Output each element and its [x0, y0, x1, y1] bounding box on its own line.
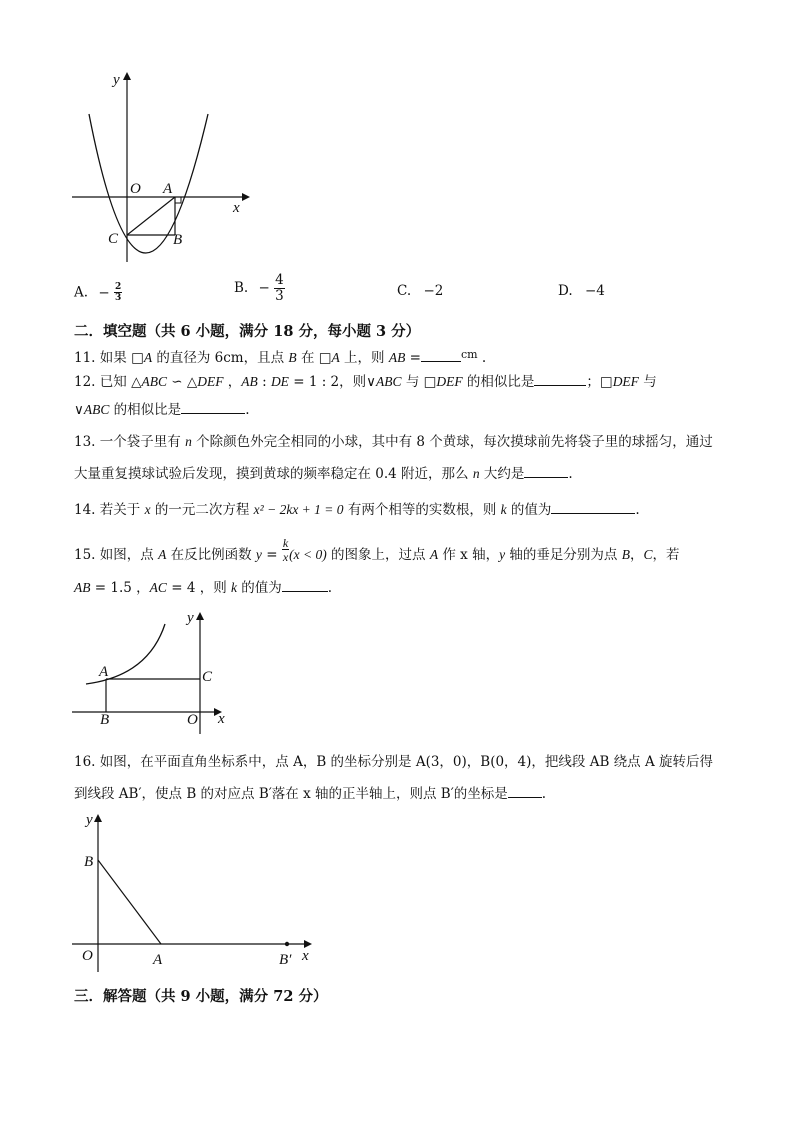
q12-ratio-right: DE [270, 374, 289, 389]
question-13-line-1 [74, 433, 713, 451]
q12-var-abc2: ABC [376, 374, 402, 389]
q14-answer-blank[interactable] [551, 501, 635, 514]
section3-title: 三．解答题（共 9 小题，满分 72 分） [74, 988, 328, 1005]
q15-var-ab: AB [74, 580, 91, 595]
q12-l2-text-2: 的相似比是 [109, 402, 182, 418]
q12-answer-blank-1[interactable] [534, 373, 586, 386]
q14-text-4: 的值为 [506, 502, 552, 518]
choice-b-fraction [274, 274, 285, 303]
q12-text-4: ，则∨ [339, 374, 377, 390]
q15-text-9: = 4 ，则 [166, 580, 231, 596]
q12-l2-text-1: ∨ [74, 402, 84, 418]
q15-text-1: 如图，点 [99, 547, 159, 563]
q15-text-2: 在反比例函数 [166, 547, 256, 563]
question-15-line-1 [74, 537, 679, 564]
question-13-line-2 [74, 465, 573, 483]
q12-text-1: 已知 △ [99, 374, 142, 390]
fig1-x-label: x [233, 200, 240, 216]
q12-answer-blank-2[interactable] [181, 401, 245, 414]
q11-text-2: 的直径为 6cm，且点 [152, 350, 289, 366]
q12-text-3: ， [223, 374, 242, 390]
fig3-a-label: A [153, 952, 163, 968]
q15-text-5: 轴的垂足分别为点 [505, 547, 622, 563]
q11-number: 11. [74, 350, 96, 366]
fig3-b-label: B [84, 854, 94, 870]
section2-title: 二．填空题（共 6 小题，满分 18 分，每小题 3 分） [74, 323, 421, 340]
question-15-line-2 [74, 579, 332, 597]
question-16-line-2 [74, 785, 546, 803]
q13-var-n: n [185, 434, 192, 449]
q12-text-6: 的相似比是 [462, 374, 535, 390]
fig3-x-label: x [302, 948, 309, 964]
choice-b-den: 3 [275, 287, 284, 304]
q12-var-abc: ABC [141, 374, 167, 389]
fig1-o-label: O [130, 181, 141, 197]
fig3-segment-ab [98, 860, 161, 944]
question-14 [74, 501, 640, 519]
q11-var-a: A [143, 350, 153, 365]
choice-b-sign: − [258, 280, 270, 296]
fig3-y-label: y [86, 812, 93, 828]
q15-var-a: A [158, 547, 167, 562]
q15-frac-k: k [282, 536, 289, 550]
fig2-y-axis-arrow [196, 612, 204, 620]
q11-text-5: = [405, 350, 421, 366]
question-11 [74, 346, 486, 367]
q14-var-k: k [500, 502, 507, 517]
figure-parabola [60, 62, 260, 267]
q15-condition: (x < 0) [289, 547, 327, 562]
fig3-point-b-prime [285, 942, 289, 946]
q15-end: . [327, 580, 333, 596]
q11-text-3: 在 □ [296, 350, 332, 366]
q15-text-3: 的图象上，过点 [326, 547, 430, 563]
fig3-o-label: O [82, 948, 93, 964]
figure-hyperbola [68, 606, 248, 736]
question-12-line-1 [74, 373, 657, 391]
hyperbola-curve [86, 624, 165, 684]
q12-text-5: 与 □ [401, 374, 437, 390]
q13-text-1: 一个袋子里有 [99, 434, 186, 450]
q12-text-8: 与 [638, 374, 657, 390]
q15-text-6: ， [629, 547, 644, 563]
q15-equals: = [261, 547, 282, 563]
q11-end: . [477, 350, 487, 366]
fig2-x-label: x [218, 711, 225, 727]
q12-number: 12. [74, 374, 96, 390]
q12-l2-end: . [245, 402, 250, 418]
fig1-a-label: A [163, 181, 173, 197]
choice-b-label: B. [234, 280, 249, 296]
fig1-c-label: C [108, 231, 119, 247]
q15-answer-blank[interactable] [282, 579, 328, 592]
q15-var-b: B [621, 547, 630, 562]
fig2-a-label: A [99, 664, 109, 680]
q15-var-yy: y [499, 547, 506, 562]
choice-d-value: −4 [584, 283, 605, 299]
q16-text-2: 到线段 AB′，使点 B 的对应点 B′落在 x 轴的正半轴上，则点 B′的坐标是 [74, 786, 508, 802]
q15-var-c: C [643, 547, 653, 562]
q15-text-10: 的值为 [237, 580, 282, 596]
q12-text-7: ；□ [586, 374, 613, 390]
q14-text-3: 有两个相等的实数根，则 [343, 502, 501, 518]
parabola-curve [89, 114, 208, 253]
q11-var-b: B [288, 350, 297, 365]
fig2-b-label: B [100, 712, 110, 728]
q13-number: 13. [74, 434, 96, 450]
choice-a-label: A. [74, 284, 89, 301]
q12-var-def: DEF [197, 374, 224, 389]
segment-ca [127, 197, 175, 235]
fig1-y-label: y [113, 72, 120, 88]
choice-d [558, 283, 605, 299]
q15-var-y: y [255, 547, 262, 562]
q11-var-a2: A [331, 350, 340, 365]
q11-var-ab: AB [388, 350, 406, 365]
choice-a-sign: − [98, 284, 110, 301]
q15-var-k2: k [231, 580, 237, 595]
q11-unit: cm [460, 348, 478, 361]
fig2-c-label: C [202, 669, 213, 685]
q13-var-n2: n [472, 466, 480, 481]
q16-text-1: 如图，在平面直角坐标系中，点 A，B 的坐标分别是 A(3，0)，B(0，4)，把线段 AB 绕点 A 旋转后得 [99, 754, 714, 770]
choice-c-label: C. [397, 283, 412, 299]
q12-var-abc3: ABC [83, 402, 110, 417]
q12-ratio-value: = 1 : 2 [288, 374, 340, 390]
choice-a-den: 3 [114, 293, 122, 303]
choice-c-value: −2 [423, 283, 444, 299]
right-angle-mark [175, 197, 181, 203]
q15-frac-x: x [282, 550, 289, 564]
q12-var-def3: DEF [612, 374, 639, 389]
q13-end: . [568, 466, 573, 482]
choice-c [397, 283, 443, 299]
q15-var-a2: A [429, 547, 439, 562]
q11-text-1: 如果 □ [99, 350, 144, 366]
question-16-line-1 [74, 753, 713, 771]
q14-var-x: x [144, 502, 151, 517]
q15-number: 15. [74, 547, 96, 563]
choice-a-fraction [114, 283, 122, 303]
q13-answer-blank[interactable] [524, 465, 568, 478]
q14-text-2: 的一元二次方程 [150, 502, 254, 518]
choice-d-label: D. [558, 283, 573, 299]
q12-ratio-mid: : [257, 374, 271, 390]
q15-text-8: = 1.5 ， [90, 580, 150, 596]
q11-answer-blank[interactable] [421, 349, 461, 362]
q16-number: 16. [74, 754, 96, 770]
choice-b-num: 4 [275, 272, 284, 288]
q12-var-def2: DEF [436, 374, 463, 389]
q14-equation: x² − 2kx + 1 = 0 [253, 502, 344, 517]
y-axis-arrow [123, 72, 131, 80]
fig1-b-label: B [173, 232, 183, 248]
fig3-x-axis-arrow [304, 940, 312, 948]
q16-end: . [541, 786, 547, 802]
q15-text-4: 作 x 轴， [438, 547, 500, 563]
fig3-bp-label: B′ [279, 952, 292, 968]
choice-a [74, 283, 122, 303]
q15-var-ac: AC [149, 580, 167, 595]
q13-text-3: 大量重复摸球试验后发现，摸到黄球的频率稳定在 0.4 附近，那么 [74, 466, 473, 482]
choice-b [234, 274, 285, 303]
q12-text-2: ∽ △ [166, 374, 198, 390]
q14-text-1: 若关于 [99, 502, 145, 518]
q11-text-4: 上，则 [339, 350, 389, 366]
q13-text-4: 大约是 [479, 466, 525, 482]
fig2-y-label: y [187, 610, 194, 626]
q13-text-2: 个除颜色外完全相同的小球，其中有 8 个黄球，每次摸球前先将袋子里的球摇匀，通过 [191, 434, 713, 450]
q15-text-7: ，若 [652, 547, 680, 563]
q14-number: 14. [74, 502, 96, 518]
q14-end: . [635, 502, 640, 518]
q16-answer-blank[interactable] [508, 785, 542, 798]
figure-rotation [68, 806, 328, 976]
question-12-line-2 [74, 401, 249, 419]
q12-ratio-left: AB [241, 374, 258, 389]
fig3-y-axis-arrow [94, 814, 102, 822]
fig2-o-label: O [187, 712, 198, 728]
choice-a-num: 2 [114, 282, 122, 292]
x-axis-arrow [242, 193, 250, 201]
